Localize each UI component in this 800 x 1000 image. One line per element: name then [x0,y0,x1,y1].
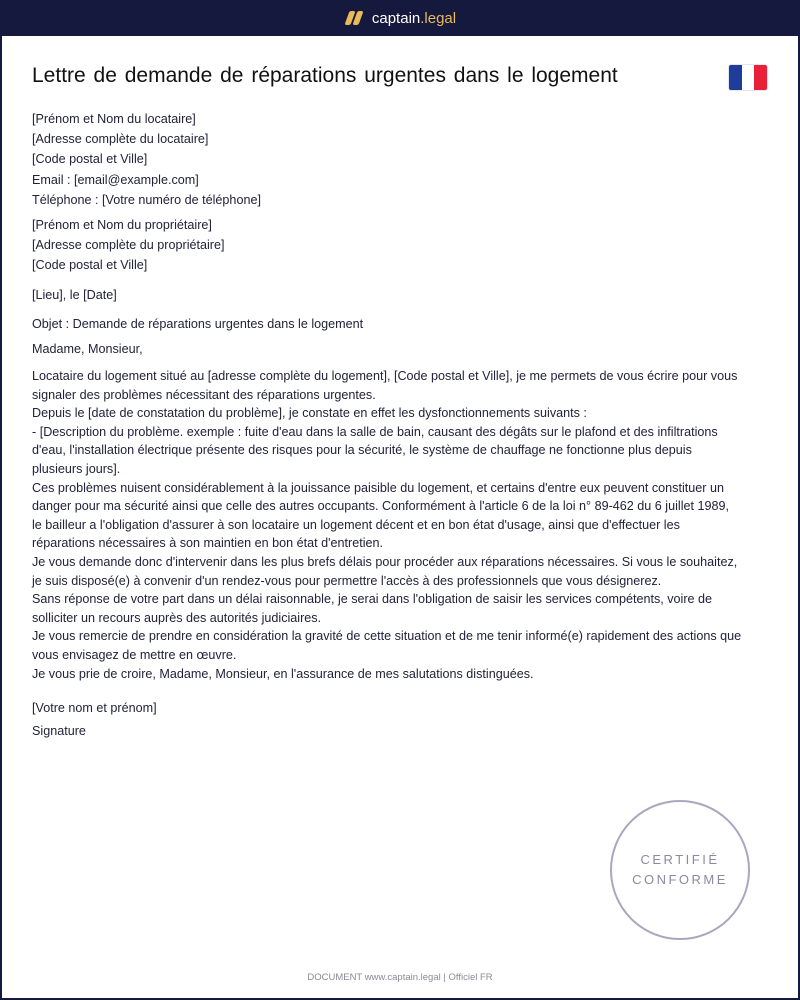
place-date: [Lieu], le [Date] [32,288,117,302]
brand-name: captain [371,9,421,27]
paragraph-intro: Locataire du logement situé au [adresse complète du logement], [Code postal et Ville], je me permets de vous écrire pour vous signaler des problèmes nécessitant des réparations urgentes. [32,369,738,402]
letter-body [32,110,742,747]
french-flag-icon [729,65,767,90]
signature-name: [Votre nom et prénom] [32,701,157,716]
brand-logo-link[interactable] [344,10,456,27]
paragraph-since: Depuis le [date de constatation du problème], je constate en effet les dysfonctionnements suivants : [32,406,587,421]
tenant-info [32,110,742,210]
owner-info [32,216,742,275]
paragraph-closing: Je vous prie de croire, Madame, Monsieur, en l'assurance de mes salutations distinguées. [32,666,534,681]
tenant-email: Email : [email@example.com] [32,173,199,187]
owner-city: [Code postal et Ville] [32,258,148,272]
top-bar [0,0,800,36]
tenant-city: [Code postal et Ville] [32,152,148,166]
certified-stamp [610,800,750,940]
paragraph-request: Je vous demande donc d'intervenir dans les plus brefs délais pour procéder aux réparations nécessaires. Si vous le souhaitez, je suis disposé(e) à convenir d'un rendez-vous pour permettre l'accès à des professionnels que vous désignerez. [32,554,738,588]
paragraph-warning: Sans réponse de votre part dans un délai raisonnable, je serai dans l'obligation de saisir les services compétents, voire de solliciter un recours auprès des autorités judiciaires. [32,592,713,625]
owner-name: [Prénom et Nom du propriétaire] [32,218,212,232]
captain-legal-logo-icon [344,10,364,26]
page-footer: DOCUMENT www.captain.legal | Officiel FR [307,972,493,983]
paragraph-problem-description: - [Description du problème. exemple : fuite d'eau dans la salle de bain, causant des dégâts sur le plafond et des infiltrations d'eau, l'installation électrique présente des risques pour la sécurité, le système de chauffage ne fonctionne plus depuis plusieurs jours]. [32,424,718,476]
salutation: Madame, Monsieur, [32,342,143,356]
signature-label: Signature [32,724,86,739]
paragraph-legal-basis: Ces problèmes nuisent considérablement à la jouissance paisible du logement, et certains d'entre eux peuvent constituer un danger pour ma sécurité ainsi que celle des autres occupants. Conformément à l'article 6 de la loi n° 89-462 du 6 juillet 1989, le bailleur a l'obligation d'assurer à son locataire un logement décent et en bon état d'usage, ainsi que d'effectuer les réparations nécessaires à son maintien en bon état d'entretien. [32,480,730,551]
document-title: Lettre de demande de réparations urgentes dans le logement [32,64,618,87]
brand-tld: .legal [420,9,457,27]
paragraph-thanks: Je vous remercie de prendre en considération la gravité de cette situation et de me tenir informé(e) rapidement des actions que vous envisagez de mettre en œuvre. [32,629,742,662]
tenant-name: [Prénom et Nom du locataire] [32,112,196,126]
letter-subject: Objet : Demande de réparations urgentes dans le logement [32,317,364,331]
tenant-phone: Téléphone : [Votre numéro de téléphone] [32,193,261,207]
stamp-line-2: CONFORME [632,872,728,887]
stamp-line-1: CERTIFIÉ [640,852,720,867]
tenant-address: [Adresse complète du locataire] [32,132,209,146]
owner-address: [Adresse complète du propriétaire] [32,238,225,252]
